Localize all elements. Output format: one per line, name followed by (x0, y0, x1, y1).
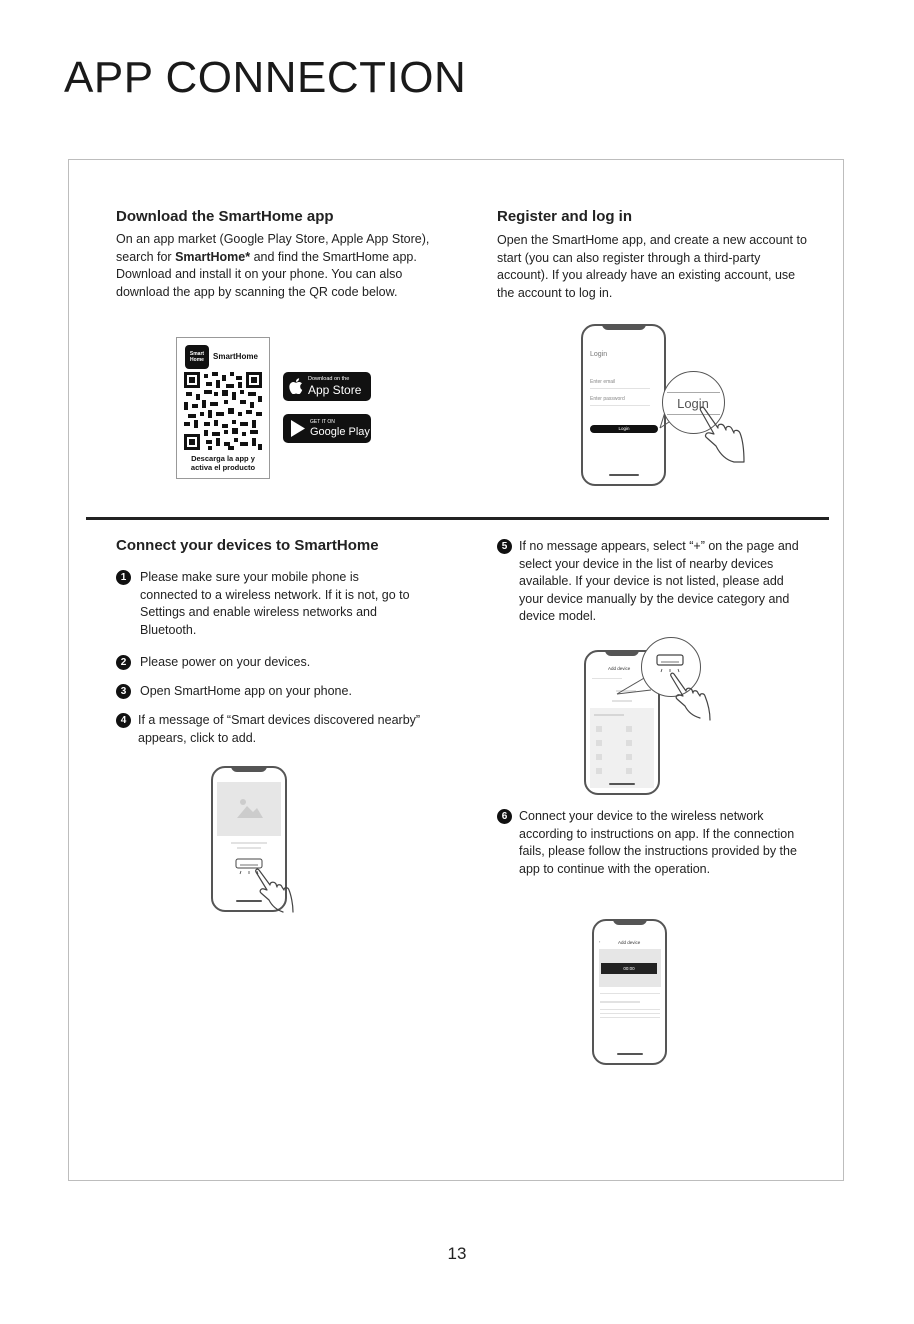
login-screen-title: Login (590, 351, 608, 358)
qr-app-name: SmartHome (213, 352, 258, 361)
hand-tap-icon (255, 866, 297, 914)
download-text-part1: On an app market (Google Play Store, Apple App Store), search for (116, 232, 430, 264)
step-2 (116, 654, 416, 672)
add-device-title-2: Add device (618, 940, 641, 945)
download-text (116, 231, 431, 301)
step-1 (116, 569, 416, 639)
connect-wifi-phone-illustration: ‹ Add device 00:00 (592, 919, 667, 1065)
download-text-bold: SmartHome* (175, 249, 251, 264)
progress-bar: 00:00 (601, 963, 657, 974)
step-2-text: Please power on your devices. (140, 655, 311, 669)
google-play-icon (291, 420, 305, 437)
step-6-number: 6 (497, 809, 512, 824)
step-4-text: If a message of “Smart devices discovered nearby” appears, click to add. (138, 713, 421, 745)
download-text-part2: and find the SmartHome app. Download and install it on your phone. You can also download the app by scanning the QR code below. (116, 249, 417, 299)
google-play-large-text: Google Play (310, 426, 370, 438)
apple-icon (289, 378, 303, 394)
step-1-text: Please make sure your mobile phone is connected to a wireless network. If it is not, go to Settings and enable wireless networks and Bluetooth. (140, 570, 410, 637)
qr-caption-line2: activa el producto (190, 463, 256, 472)
step-4-number: 4 (116, 713, 131, 728)
step-4 (116, 712, 426, 747)
step-3-text: Open SmartHome app on your phone. (140, 684, 352, 698)
page-title: APP CONNECTION (64, 53, 467, 102)
step-5 (497, 538, 809, 626)
qr-caption-line1: Descarga la app y (191, 454, 255, 463)
register-heading: Register and log in (497, 208, 633, 225)
login-button: Login (590, 425, 658, 433)
add-device-title: Add device (608, 666, 631, 671)
step-1-number: 1 (116, 570, 131, 585)
app-store-large-text: App Store (308, 383, 362, 397)
download-heading: Download the SmartHome app (116, 208, 334, 225)
step-6 (497, 808, 809, 878)
qr-card (176, 337, 270, 479)
step-5-number: 5 (497, 539, 512, 554)
app-store-badge[interactable] (283, 372, 371, 401)
step-2-number: 2 (116, 655, 131, 670)
login-password-label: Enter password (590, 396, 625, 402)
qr-code-image (184, 372, 262, 450)
smarthome-logo: Smart Home (185, 345, 209, 369)
section-divider (86, 517, 829, 520)
google-play-small-text: GET IT ON (310, 419, 335, 425)
app-store-small-text: Download on the (308, 376, 350, 382)
page-number: 13 (447, 1244, 467, 1263)
step-5-text: If no message appears, select “+” on the page and select your device in the list of nearby devices available. If your device is not listed, please add your device manually by the device category and device model. (519, 539, 799, 624)
login-email-label: Enter email (590, 379, 616, 385)
step-6-text: Connect your device to the wireless network according to instructions on app. If the connection fails, please follow the instructions provided by the app to continue with the operation. (519, 809, 797, 876)
register-text: Open the SmartHome app, and create a new account to start (you can also register through a third-party account). If you already have an existing account, use the account to log in. (497, 233, 807, 300)
google-play-badge[interactable] (283, 414, 371, 443)
login-zoom-label: Login (677, 396, 709, 411)
device-list-area (590, 708, 654, 788)
wifi-setup-card (599, 949, 661, 987)
hand-pointer-icon (698, 404, 748, 466)
step-3-number: 3 (116, 684, 131, 699)
connect-heading: Connect your devices to SmartHome (116, 537, 379, 554)
hand-tap-icon (670, 670, 716, 722)
step-3 (116, 683, 416, 701)
image-icon (237, 798, 263, 818)
device-image-placeholder (217, 782, 281, 836)
